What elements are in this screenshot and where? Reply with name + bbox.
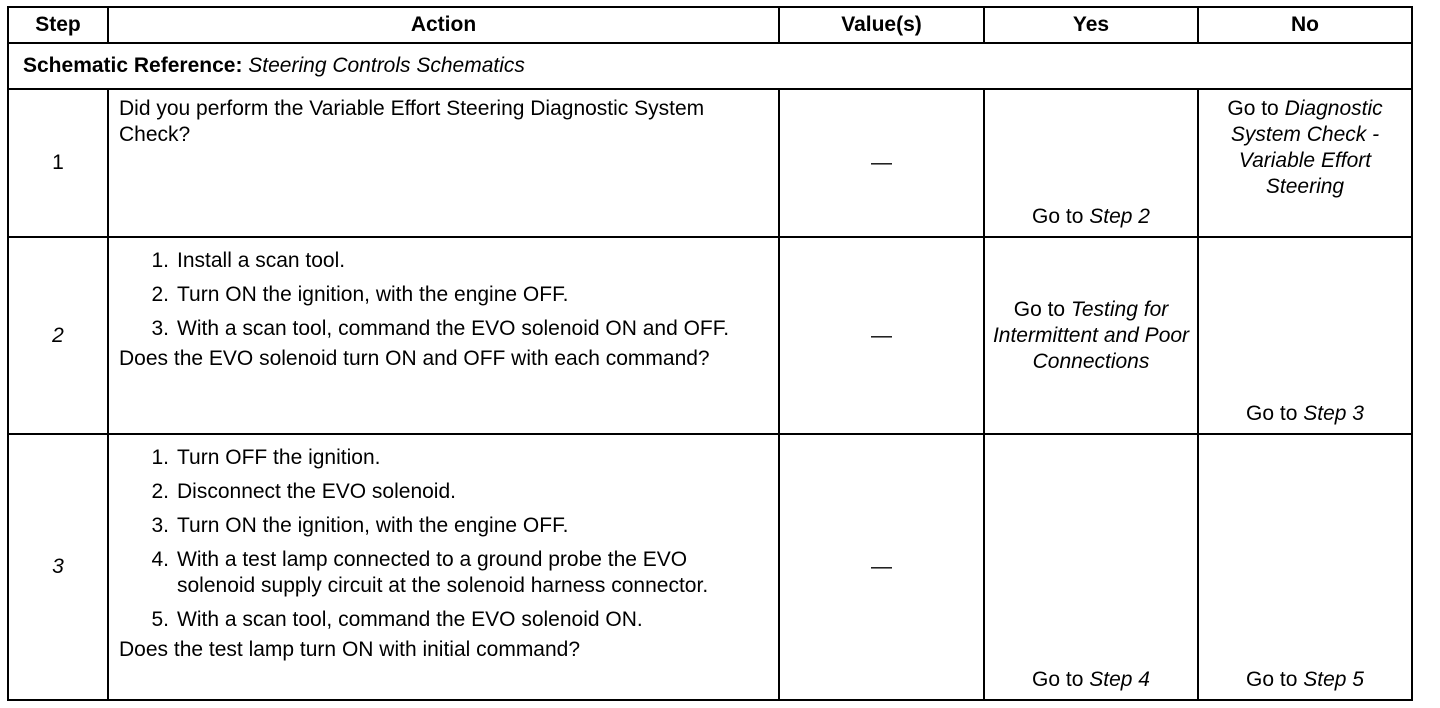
list-item: 1. Install a scan tool. xyxy=(151,249,346,272)
header-action: Action xyxy=(108,7,779,43)
schematic-row xyxy=(8,43,1412,89)
no-cell xyxy=(1198,89,1412,237)
schematic-reference xyxy=(8,43,1412,89)
step-number: 2 xyxy=(8,237,108,434)
no-prefix: Go to xyxy=(1246,668,1298,691)
schematic-label: Schematic Reference: xyxy=(23,54,243,77)
value-cell: — xyxy=(779,237,984,434)
action-question: Does the test lamp turn ON with initial command? xyxy=(119,638,581,661)
header-row xyxy=(8,7,1412,43)
no-link[interactable]: Diagnostic System Check - Variable Effort Steering xyxy=(1230,97,1383,198)
action-question: Does the EVO solenoid turn ON and OFF with each command? xyxy=(119,347,710,370)
header-step: Step xyxy=(8,7,108,43)
list-item: 5. With a scan tool, command the EVO solenoid ON. xyxy=(151,608,643,631)
action-cell xyxy=(108,237,779,434)
list-item: 1. Turn OFF the ignition. xyxy=(151,446,381,469)
action-steps-list xyxy=(119,248,768,342)
list-item: 2. Turn ON the ignition, with the engine OFF. xyxy=(151,283,569,306)
list-item: 4. With a test lamp connected to a ground probe the EVO solenoid supply circuit at the solenoid harness connector. xyxy=(151,548,709,597)
no-prefix: Go to xyxy=(1246,402,1298,425)
no-cell xyxy=(1198,434,1412,700)
header-value: Value(s) xyxy=(779,7,984,43)
yes-link[interactable]: Step 4 xyxy=(1089,668,1150,691)
schematic-link[interactable]: Steering Controls Schematics xyxy=(248,54,525,77)
value-cell: — xyxy=(779,434,984,700)
yes-prefix: Go to xyxy=(1013,297,1066,321)
action-steps-list xyxy=(119,445,768,633)
yes-prefix: Go to xyxy=(1032,205,1084,228)
list-item: 3. With a scan tool, command the EVO solenoid ON and OFF. xyxy=(151,317,730,340)
header-yes: Yes xyxy=(984,7,1198,43)
table-row-step-1 xyxy=(8,89,1412,237)
action-cell xyxy=(108,434,779,700)
action-cell xyxy=(108,89,779,237)
action-question: Did you perform the Variable Effort Steering Diagnostic System Check? xyxy=(119,97,705,146)
diagnostic-table xyxy=(7,6,1413,701)
no-link[interactable]: Step 3 xyxy=(1303,402,1364,425)
yes-cell xyxy=(984,237,1198,434)
step-number: 1 xyxy=(8,89,108,237)
no-cell xyxy=(1198,237,1412,434)
value-cell: — xyxy=(779,89,984,237)
no-link[interactable]: Step 5 xyxy=(1303,668,1364,691)
yes-cell xyxy=(984,89,1198,237)
step-number: 3 xyxy=(8,434,108,700)
list-item: 3. Turn ON the ignition, with the engine OFF. xyxy=(151,514,569,537)
yes-link[interactable]: Testing for Intermittent and Poor Connections xyxy=(992,297,1190,373)
yes-link[interactable]: Step 2 xyxy=(1089,205,1150,228)
yes-prefix: Go to xyxy=(1032,668,1084,691)
yes-cell xyxy=(984,434,1198,700)
table-row-step-3 xyxy=(8,434,1412,700)
table-row-step-2 xyxy=(8,237,1412,434)
no-prefix: Go to xyxy=(1227,97,1279,120)
list-item: 2. Disconnect the EVO solenoid. xyxy=(151,480,456,503)
header-no: No xyxy=(1198,7,1412,43)
